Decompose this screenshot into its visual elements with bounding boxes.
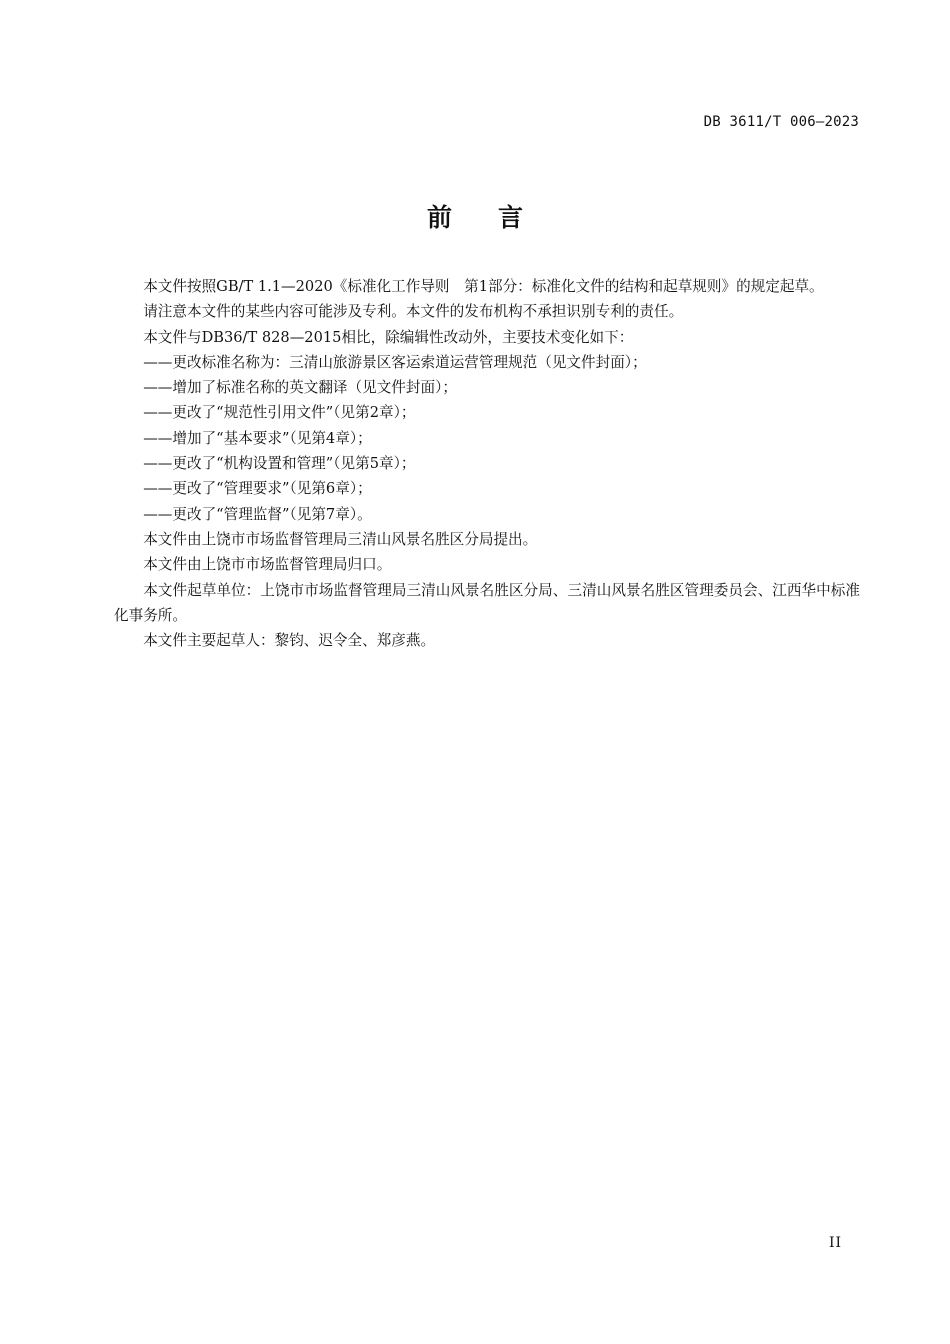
- page-number: II: [828, 1235, 842, 1251]
- page-title: 前言: [426, 203, 569, 232]
- paragraph: 本文件与DB36/T 828—2015相比，除编辑性改动外，主要技术变化如下：: [143, 328, 634, 346]
- paragraph: 本文件由上饶市市场监督管理局三清山风景名胜区分局提出。: [143, 530, 538, 548]
- change-list-item: ——更改了“机构设置和管理”（见第5章）；: [143, 455, 416, 473]
- paragraph: 请注意本文件的某些内容可能涉及专利。本文件的发布机构不承担识别专利的责任。: [143, 303, 684, 321]
- change-list-item: ——增加了标准名称的英文翻译（见文件封面）；: [143, 379, 457, 397]
- change-list-item: ——更改了“管理监督”（见第7章）。: [143, 505, 372, 523]
- change-list-item: ——更改了“规范性引用文件”（见第2章）；: [143, 404, 416, 422]
- document-code: DB 3611/T 006—2023: [703, 114, 859, 130]
- paragraph: 本文件由上饶市市场监督管理局归口。: [143, 556, 392, 574]
- change-list-item: ——更改了“管理要求”（见第6章）；: [143, 480, 372, 498]
- foreword-body: [114, 274, 860, 653]
- paragraph: 本文件主要起草人：黎钧、迟令全、郑彦燕。: [143, 632, 436, 650]
- change-list-item: ——更改标准名称为：三清山旅游景区客运索道运营管理规范（见文件封面）；: [143, 353, 647, 371]
- paragraph: 本文件按照GB/T 1.1—2020《标准化工作导则 第1部分：标准化文件的结构和起草规则》的规定起草。: [143, 278, 824, 295]
- change-list-item: ——增加了“基本要求”（见第4章）；: [143, 429, 372, 447]
- paragraph: 本文件起草单位：上饶市市场监督管理局三清山风景名胜区分局、三清山风景名胜区管理委员会、江西华中标准化事务所。: [114, 581, 860, 624]
